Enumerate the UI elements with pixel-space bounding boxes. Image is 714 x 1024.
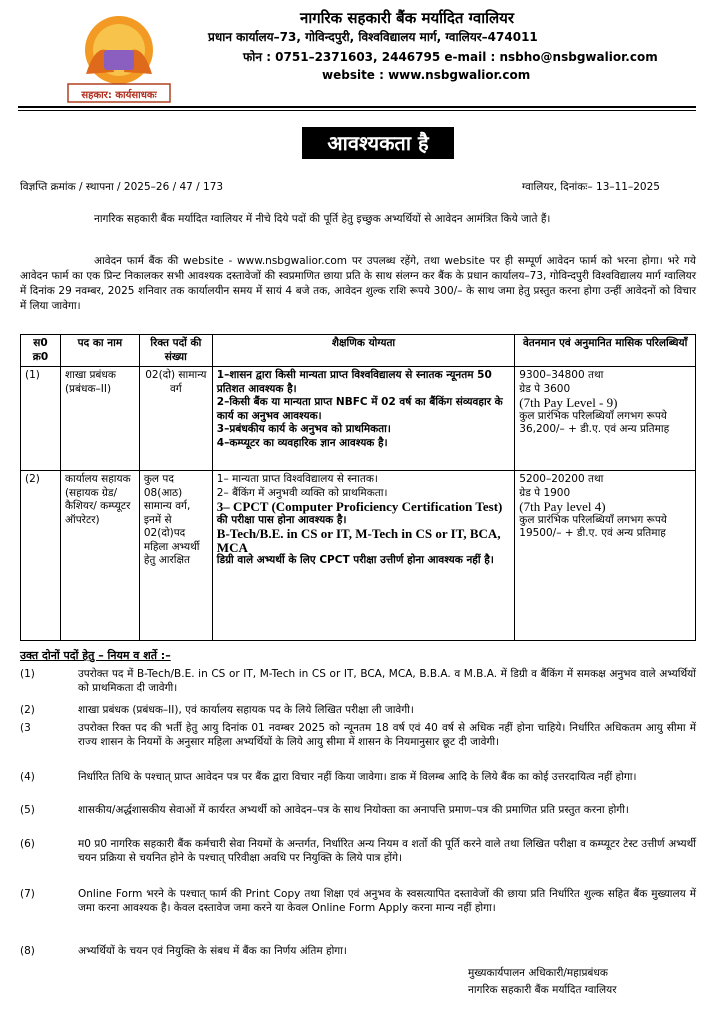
rule-number: (4) xyxy=(20,771,35,783)
grade-pay: ग्रेड पे 1900 xyxy=(519,486,571,499)
application-paragraph: आवेदन फार्म बैंक की website - www.nsbgwalior.com पर उपलब्ध रहेंगे, तथा website पर ही सम्पूर्ण आवेदन फार्म को भरना होगा। भरे गये आवेदन फार्म का एक प्रिन्ट निकालकर सभी आवश्यक दस्तावेजों की स्वप्रमाणित छाया प्रति के साथ संलग्न कर बैंक के प्रधान कार्यालय–73, गोविन्दपुरी विश्वविद्यालय मार्ग ग्वालियर में दिनांक 29 नवम्बर, 2025 शनिवार तक कार्यालयीन समय में सायं 4 बजे तक, आवेदन शुल्क राशि रूपये 300/– के साथ जमा हेतु प्रस्तुत करना होगा उन्हीं आवेदनों को विचार में लिया जावेगा। xyxy=(20,255,696,312)
vacancy-table xyxy=(20,334,696,641)
col-qualification: शैक्षणिक योग्यता xyxy=(212,335,514,367)
rule-item xyxy=(20,803,696,817)
col-post: पद का नाम xyxy=(60,335,139,367)
qualification-1: 1–शासन द्वारा किसी मान्यता प्राप्त विश्वविद्यालय से स्नातक न्यूनतम 50 प्रतिशत आवश्यक है। xyxy=(216,369,492,395)
col-vacancy: रिक्त पदों की संख्या xyxy=(139,335,212,367)
rule-number: (3 xyxy=(20,722,31,734)
col-pay: वेतनमान एवं अनुमानित मासिक परिलब्धियॉं xyxy=(515,335,696,367)
vacancy-cell: कुल पद 08(आठ) सामान्य वर्ग, इनमें से 02(दो)पद महिला अभ्यर्थी हेतु आरक्षित xyxy=(139,471,212,641)
rule-text: म0 प्र0 नागरिक सहकारी बैंक कर्मचारी सेवा नियमों के अन्तर्गत, निर्धारित अन्य नियम व शर्तो की पूर्ति करने वाले तथा लिखित परीक्षा व कम्प्यूटर टेस्ट उत्तीर्ण अभ्यर्थी चयन प्रक्रिया से चयनित होने के पश्चात् परिवीक्षा अवधि पर नियुक्ति के लिये पात्र होंगे। xyxy=(78,838,696,864)
qualification-4: B-Tech/B.E. in CS or IT, M-Tech in CS or IT, BCA, MCA xyxy=(216,526,501,555)
rule-number: (7) xyxy=(20,888,35,900)
rule-text: शाखा प्रबंधक (प्रबंधक–II), एवं कार्यालय सहायक पद के लिये लिखित परीक्षा ली जावेगी। xyxy=(78,704,414,716)
contact-line: फोन : 0751–2371603, 2446795 e-mail : nsbho@nsbgwalior.com xyxy=(243,50,658,64)
qualification-3: 3– CPCT (Computer Proficiency Certification Test) xyxy=(216,499,503,514)
qualification-1: 1– मान्यता प्राप्त विश्वविद्यालय से स्नातक। xyxy=(216,473,378,485)
notice-date: ग्वालियर, दिनांकः– 13–11–2025 xyxy=(522,181,660,193)
post-cell: शाखा प्रबंधक (प्रबंधक–II) xyxy=(60,367,139,471)
rule-item xyxy=(20,721,696,749)
logo-motto: सहकार: कार्यसाधकः xyxy=(81,90,157,101)
qualification-cell xyxy=(212,367,514,471)
total-emoluments: कुल प्रारंभिक परिलब्धियॉं लगभग रूपये 36,200/– + डी.ए. एवं अन्य प्रतिमाह xyxy=(519,409,670,435)
pay-level: (7th Pay level 4) xyxy=(519,499,606,514)
rule-item xyxy=(20,944,696,958)
post-cell: कार्यालय सहायक (सहायक ग्रेड/ कैशियर/ कम्प्यूटर ऑपरेटर) xyxy=(60,471,139,641)
qualification-2: 2–किसी बैंक या मान्यता प्राप्त NBFC में 02 वर्ष का बैंकिंग संव्यवहार के कार्य का अनुभव आवश्यक। xyxy=(216,396,503,422)
rule-number: (1) xyxy=(20,668,35,680)
rule-text: अभ्यर्थियों के चयन एवं नियुक्ति के संबध में बैंक का निर्णय अंतिम होगा। xyxy=(78,945,347,957)
rule-item xyxy=(20,837,696,865)
rule-item xyxy=(20,667,696,695)
rule-text: उपरोक्त पद में B-Tech/B.E. in CS or IT, M-Tech in CS or IT, BCA, MCA, B.B.A. व M.B.A. में डिग्री व बैंकिंग में समकक्ष अनुभव वाले अभ्यर्थियों को प्राथमिकता दी जावेगी। xyxy=(78,668,696,694)
qualification-2: 2– बैंकिंग में अनुभवी व्यक्ति को प्राथमिकता। xyxy=(216,486,388,499)
col-serial: स0 क्र0 xyxy=(21,335,61,367)
rule-number: (2) xyxy=(20,704,35,716)
total-emoluments: कुल प्रारंभिक परिलब्धियॉं लगभग रूपये 19500/– + डी.ए. एवं अन्य प्रतिमाह xyxy=(519,513,667,539)
qualification-3-detail: की परीक्षा पास होना आवश्यक है। xyxy=(216,513,347,526)
notice-reference: विज्ञप्ति क्रमांक / स्थापना / 2025–26 / 47 / 173 xyxy=(20,181,224,193)
qualification-cell xyxy=(212,471,514,641)
rules-heading: उक्त दोनों पदों हेतु – नियम व शर्ते :– xyxy=(20,649,171,662)
serial-cell: (1) xyxy=(21,367,61,471)
header-divider-thin xyxy=(18,110,696,111)
serial-cell: (2) xyxy=(21,471,61,641)
bank-name: नागरिक सहकारी बैंक मर्यादित ग्वालियर xyxy=(300,9,514,27)
rule-text: Online Form भरने के पश्चात् फार्म की Print Copy तथा शिक्षा एवं अनुभव के स्वसत्यापित दस्तावेजों की छाया प्रति निर्धारित शुल्क सहित बैंक मुख्यालय में जमा करना आवश्यक है। केवल दस्तावेज जमा करने या केवल Online Form Apply करना मान्य नहीं होगा। xyxy=(78,888,696,914)
vacancy-cell: 02(दो) सामान्य वर्ग xyxy=(139,367,212,471)
rule-text: शासकीय/अर्द्धशासकीय सेवाओं में कार्यरत अभ्यर्थी को आवेदन–पत्र के साथ नियोक्ता का अनापत्ति प्रमाण–पत्र की प्रमाणित प्रति प्रस्तुत करना होगी। xyxy=(78,804,629,816)
grade-pay: ग्रेड पे 3600 xyxy=(519,382,571,395)
rule-item xyxy=(20,770,696,784)
pay-scale: 9300–34800 तथा xyxy=(519,369,604,381)
page-title: आवश्यकता है xyxy=(302,127,454,159)
rule-item xyxy=(20,703,696,717)
bank-logo xyxy=(66,12,172,104)
rule-text: निर्धारित तिथि के पश्चात् प्राप्त आवेदन पत्र पर बैंक द्वारा विचार नहीं किया जावेगा। डाक में विलम्ब आदि के लिये बैंक का कोई उत्तरदायित्व नहीं होगा। xyxy=(78,771,637,783)
rule-number: (6) xyxy=(20,838,35,850)
table-row xyxy=(21,367,696,471)
pay-level: (7th Pay Level - 9) xyxy=(519,395,618,410)
intro-paragraph: नागरिक सहकारी बैंक मर्यादित ग्वालियर में नीचे दिये पदों की पूर्ति हेतु इच्छुक अभ्यर्थियों से आवेदन आमंत्रित किये जाते हैं। xyxy=(94,213,551,225)
signatory-title: मुख्यकार्यपालन अधिकारी/महाप्रबंधक xyxy=(468,967,608,979)
pay-cell xyxy=(515,471,696,641)
rule-number: (5) xyxy=(20,804,35,816)
pay-cell xyxy=(515,367,696,471)
table-row xyxy=(21,471,696,641)
website-line: website : www.nsbgwalior.com xyxy=(322,68,531,82)
pay-scale: 5200–20200 तथा xyxy=(519,473,604,485)
qualification-4-detail: डिग्री वाले अभ्यर्थी के लिए CPCT परीक्षा उत्तीर्ण होना आवश्यक नहीं है। xyxy=(216,554,494,566)
qualification-3: 3–प्रबंधकीय कार्य के अनुभव को प्राथमिकता। xyxy=(216,423,391,435)
header-divider xyxy=(18,106,696,108)
signatory-organisation: नागरिक सहकारी बैंक मर्यादित ग्वालियर xyxy=(468,984,617,996)
rule-text: उपरोक्त रिक्त पद की भर्ती हेतु आयु दिनांक 01 नवम्बर 2025 को न्यूनतम 18 वर्ष एवं 40 वर्ष से अधिक नहीं होना चाहिये। निर्धारित अधिकतम आयु सीमा में राज्य शासन के नियमों के अनुसार महिला अभ्यर्थियों के लिये आयु सीमा में शासन के नियमानुसार छूट दी जावेगी। xyxy=(78,722,696,748)
rule-item xyxy=(20,887,696,915)
head-office-address: प्रधान कार्यालय–73, गोविन्दपुरी, विश्वविद्यालय मार्ग, ग्वालियर–474011 xyxy=(208,30,538,44)
table-header-row xyxy=(21,335,696,367)
qualification-4: 4–कम्प्यूटर का व्यवहारिक ज्ञान आवश्यक है। xyxy=(216,436,388,449)
rule-number: (8) xyxy=(20,945,35,957)
